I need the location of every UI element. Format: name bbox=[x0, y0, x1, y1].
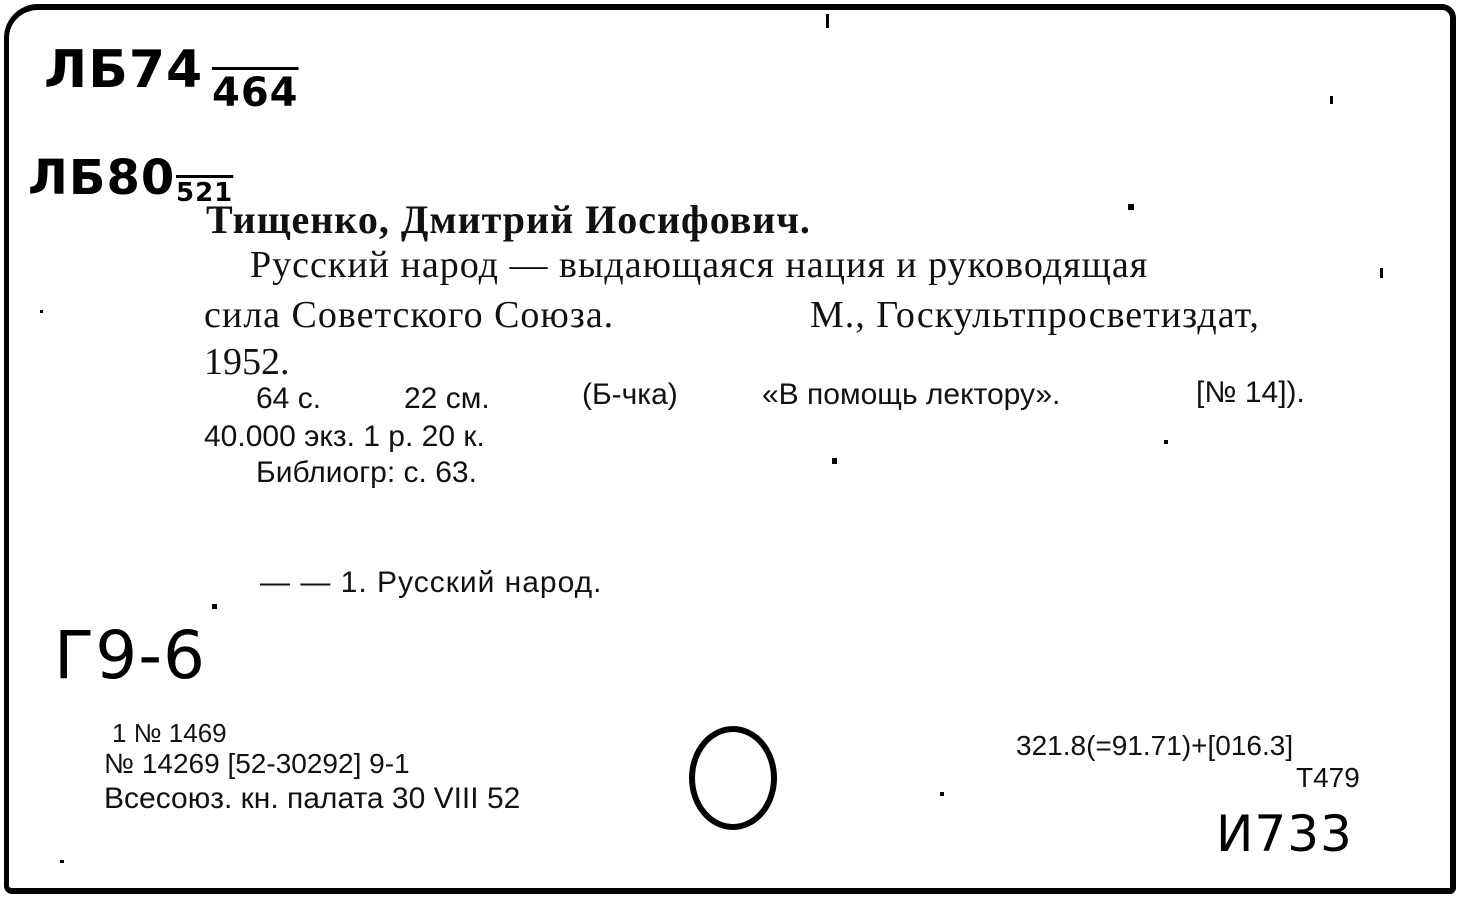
collation-pages: 64 с. bbox=[256, 382, 322, 415]
scan-speck bbox=[212, 604, 217, 609]
cutter-number: Т479 bbox=[1296, 762, 1360, 793]
handwritten-code-1: ЛБ74 bbox=[44, 40, 204, 100]
footer-line-3: Всесоюз. кн. палата 30 VIII 52 bbox=[104, 782, 521, 815]
handwritten-code-2-sub: 521 bbox=[176, 178, 234, 208]
scan-speck bbox=[826, 14, 829, 28]
imprint: М., Госкультпросветиздат, bbox=[810, 294, 1260, 336]
edition-price: 40.000 экз. 1 р. 20 к. bbox=[204, 420, 485, 453]
handwritten-class-mark: Г9-6 bbox=[54, 617, 207, 694]
handwritten-code-2: ЛБ80 bbox=[28, 150, 176, 206]
punch-hole bbox=[689, 726, 777, 830]
title-line-1: Русский народ — выдающаяся нация и руководящая bbox=[250, 244, 1149, 286]
scan-speck bbox=[1330, 96, 1333, 104]
author-heading: Тищенко, Дмитрий Иосифович. bbox=[206, 197, 811, 242]
scan-speck bbox=[1128, 204, 1134, 210]
imprint-year: 1952. bbox=[204, 341, 290, 383]
scan-speck bbox=[1380, 268, 1383, 278]
scan-speck bbox=[40, 310, 43, 313]
title-line-2-a: сила Советского Союза. bbox=[204, 294, 615, 336]
handwritten-code-1-sub: 464 bbox=[212, 70, 299, 116]
footer-line-2: № 14269 [52-30292] 9-1 bbox=[104, 748, 410, 779]
subject-tracing: — — 1. Русский народ. bbox=[260, 566, 603, 599]
footer-line-1: 1 № 1469 bbox=[112, 718, 227, 748]
handwritten-author-mark: И733 bbox=[1216, 805, 1353, 863]
scan-speck bbox=[60, 860, 64, 863]
series-number: [№ 14]). bbox=[1196, 376, 1305, 409]
udc-index: 321.8(=91.71)+[016.3] bbox=[1016, 730, 1294, 761]
series-title: «В помощь лектору». bbox=[762, 378, 1061, 411]
scan-speck bbox=[1164, 440, 1168, 444]
series-name: (Б-чка) bbox=[582, 378, 678, 411]
scan-speck bbox=[940, 792, 944, 796]
scan-speck bbox=[832, 458, 837, 464]
bibliography-note: Библиогр: с. 63. bbox=[256, 456, 477, 489]
collation-size: 22 см. bbox=[404, 382, 490, 415]
